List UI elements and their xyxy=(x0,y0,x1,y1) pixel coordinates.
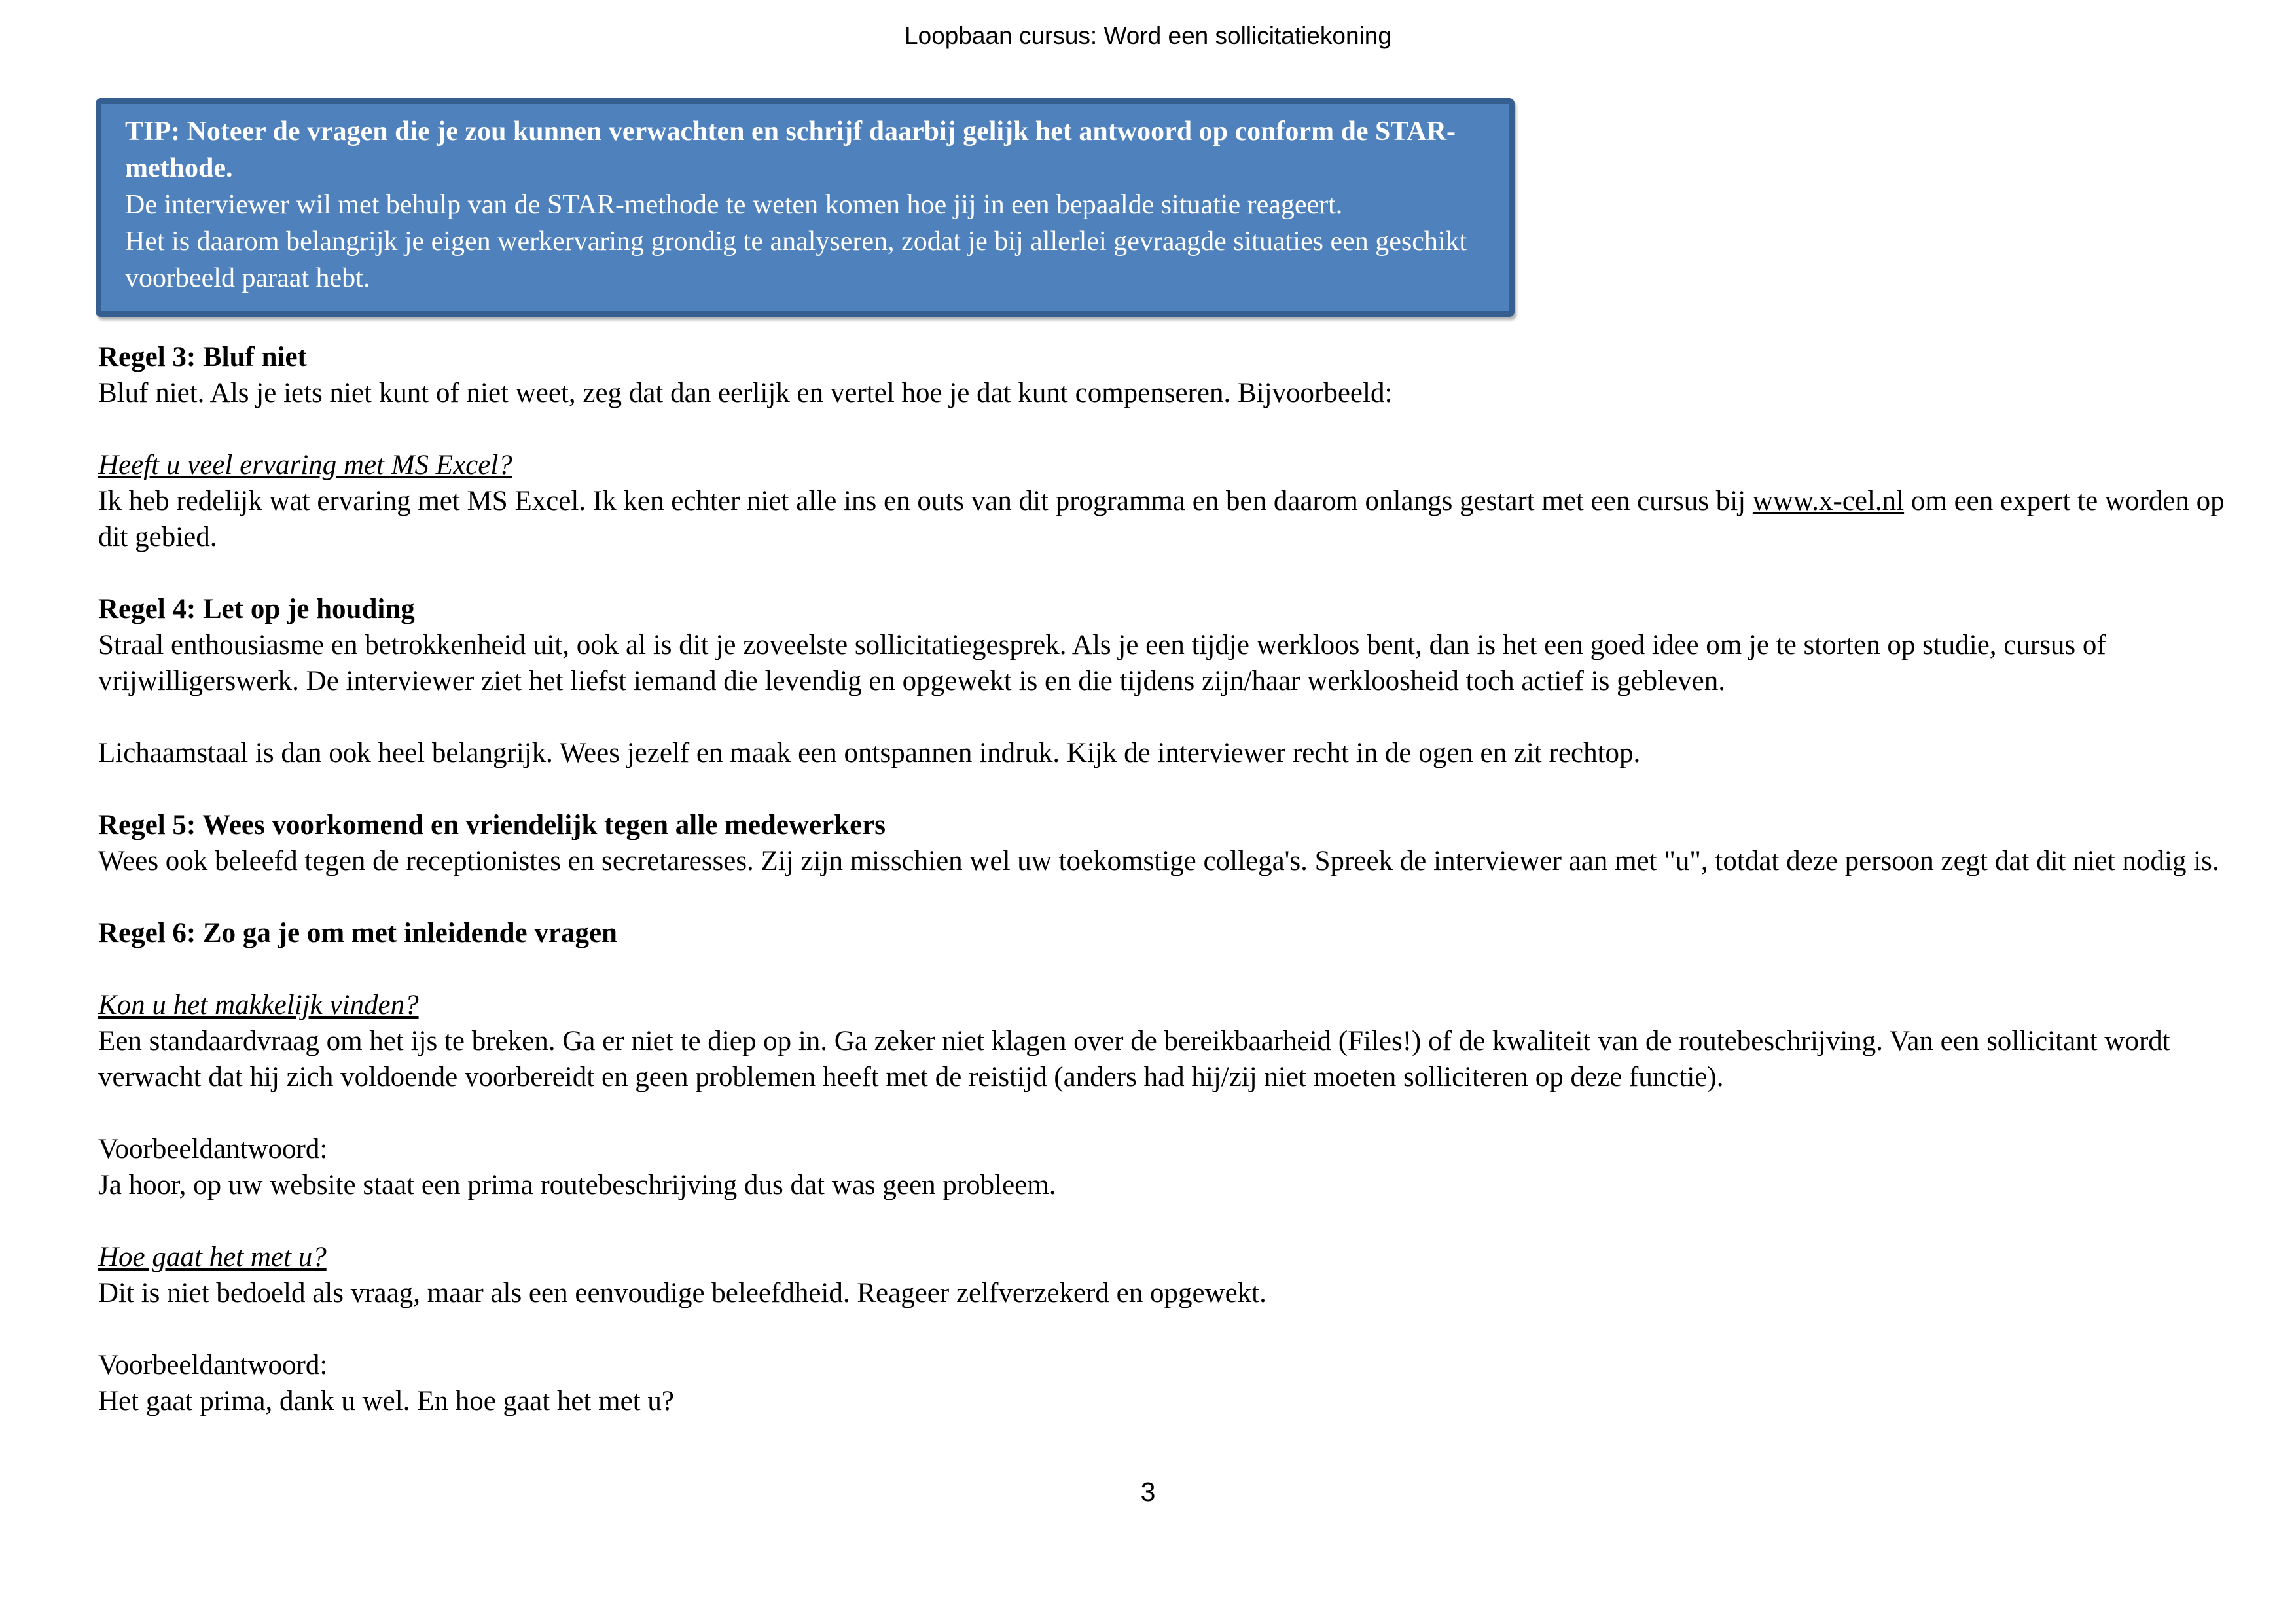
body-paragraph: Het gaat prima, dank u wel. En hoe gaat het met u? xyxy=(98,1386,674,1416)
tip-bold-text: TIP: Noteer de vragen die je zou kunnen verwachten en schrijf daarbij gelijk het antwoord op conform de STAR-methode. xyxy=(125,117,1456,183)
paragraph-spacer xyxy=(98,771,2232,807)
body-paragraph: Een standaardvraag om het ijs te breken. Ga er niet te diep op in. Ga zeker niet klagen over de bereikbaarheid (Files!) of de kwaliteit van de routebeschrijving. Van een sollicitant wordt verwacht dat hij zich voldoende voorbereidt en geen problemen heeft met de reistijd (anders had hij/zij niet moeten solliciteren op deze functie). xyxy=(98,1026,2170,1092)
question-text: Heeft u veel ervaring met MS Excel? xyxy=(98,450,512,480)
section-heading: Regel 3: Bluf niet xyxy=(98,342,307,372)
body-paragraph: Straal enthousiasme en betrokkenheid uit, ook al is dit je zoveelste sollicitatiegesprek. Als je een tijdje werkloos bent, dan is het een goed idee om je te storten op studie, cursus of vrijwilligerswerk. De interviewer ziet het liefst iemand die levendig en opgewekt is en die tijdens zijn/haar werkloosheid toch actief is gebleven. xyxy=(98,630,2106,696)
section-heading: Regel 5: Wees voorkomend en vriendelijk tegen alle medewerkers xyxy=(98,810,886,840)
section-heading: Regel 4: Let op je houding xyxy=(98,594,415,624)
body-paragraph: Dit is niet bedoeld als vraag, maar als een eenvoudige beleefdheid. Reageer zelfverzekerd en opgewekt. xyxy=(98,1278,1266,1308)
paragraph-spacer xyxy=(98,1311,2232,1347)
question-text: Hoe gaat het met u? xyxy=(98,1242,327,1272)
document-header-title: Loopbaan cursus: Word een sollicitatiekoning xyxy=(905,22,1391,49)
body-paragraph: Wees ook beleefd tegen de receptionistes en secretaresses. Zij zijn misschien wel uw toekomstige collega's. Spreek de interviewer aan met "u", totdat deze persoon zegt dat dit niet nodig is. xyxy=(98,846,2219,876)
text-run: om een expert te worden op dit gebied. xyxy=(98,486,2225,552)
body-paragraph xyxy=(98,483,2232,555)
paragraph-spacer xyxy=(98,951,2232,987)
paragraph-spacer xyxy=(98,1095,2232,1131)
paragraph-spacer xyxy=(98,411,2232,447)
tip-callout-box xyxy=(96,98,1515,317)
section-heading: Regel 6: Zo ga je om met inleidende vragen xyxy=(98,918,617,948)
body-paragraph: Voorbeeldantwoord: xyxy=(98,1134,328,1164)
paragraph-spacer xyxy=(98,1203,2232,1239)
paragraph-spacer xyxy=(98,699,2232,735)
question-line xyxy=(98,447,2232,483)
body-paragraph: Ja hoor, op uw website staat een prima routebeschrijving dus dat was geen probleem. xyxy=(98,1170,1056,1200)
tip-line: Het is daarom belangrijk je eigen werkervaring grondig te analyseren, zodat je bij allerlei gevraagde situaties een geschikt voorbeeld paraat hebt. xyxy=(125,226,1467,293)
body-paragraph: Lichaamstaal is dan ook heel belangrijk. Wees jezelf en maak een ontspannen indruk. Kijk de interviewer recht in de ogen en zit rechtop. xyxy=(98,738,1641,768)
body-paragraph: Bluf niet. Als je iets niet kunt of niet weet, zeg dat dan eerlijk en vertel hoe je dat kunt compenseren. Bijvoorbeeld: xyxy=(98,378,1393,408)
paragraph-spacer xyxy=(98,555,2232,591)
question-line xyxy=(98,987,2232,1023)
x-cel-link[interactable]: www.x-cel.nl xyxy=(1752,486,1905,516)
page-number: 3 xyxy=(1140,1477,1156,1507)
body-paragraph: Voorbeeldantwoord: xyxy=(98,1350,328,1380)
question-text: Kon u het makkelijk vinden? xyxy=(98,990,419,1020)
text-run: Ik heb redelijk wat ervaring met MS Excel. Ik ken echter niet alle ins en outs van dit programma en ben daarom onlangs gestart met een cursus bij xyxy=(98,486,1753,516)
question-line xyxy=(98,1239,2232,1275)
document-body xyxy=(98,339,2232,1419)
tip-line: De interviewer wil met behulp van de STAR-methode te weten komen hoe jij in een bepaalde situatie reageert. xyxy=(125,190,1343,220)
paragraph-spacer xyxy=(98,879,2232,915)
